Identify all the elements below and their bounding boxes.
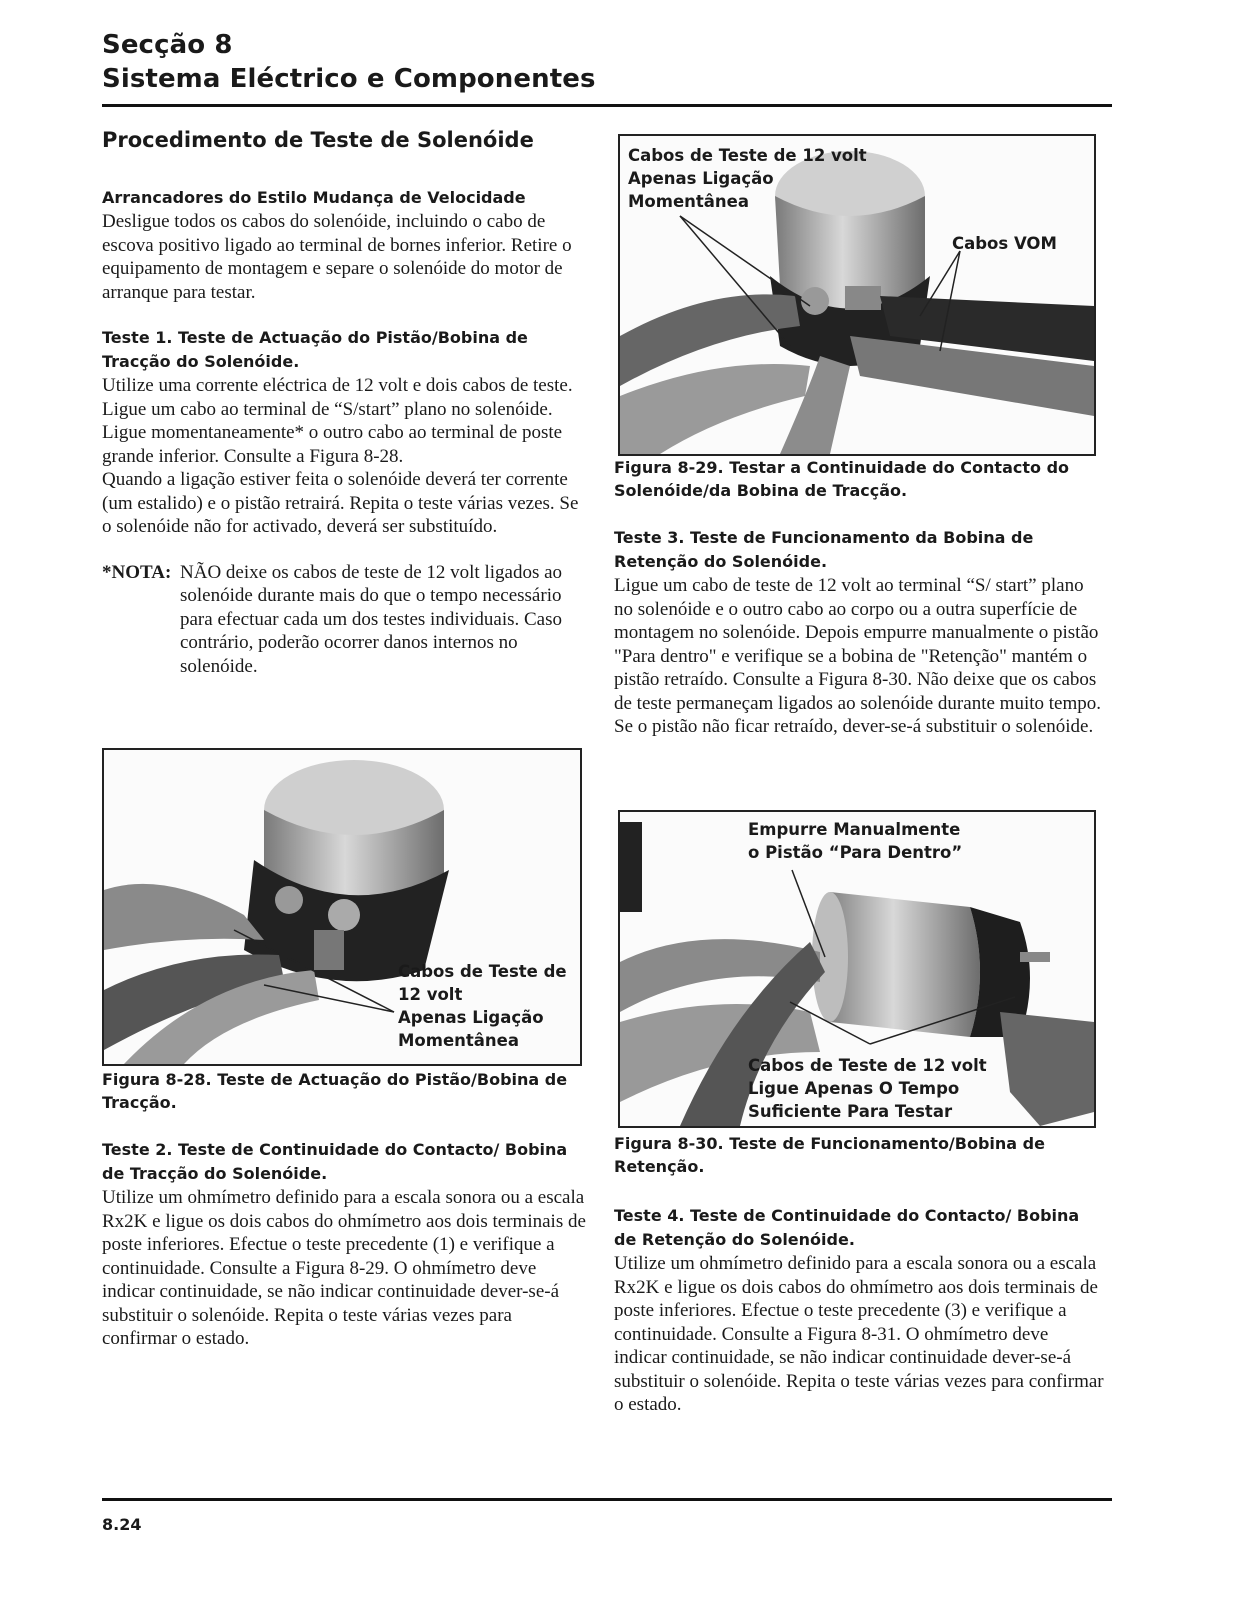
test1-paragraph-2: Quando a ligação estiver feita o solenóide deverá ter corrente (um estalido) e o pistão retrairá. Repita o teste várias vezes. Se o solenóide não for activado, deverá ser substituído. xyxy=(102,469,579,537)
section-number: Secção 8 xyxy=(102,30,233,60)
fig29-callout-test-leads: Cabos de Teste de 12 volt Apenas Ligação Momentânea xyxy=(628,146,867,211)
figure-8-30-caption: Figura 8-30. Teste de Funcionamento/Bobina de Retenção. xyxy=(614,1134,1045,1176)
test2-block xyxy=(102,1138,586,1351)
fig29-callout-vom-leads: Cabos VOM xyxy=(952,234,1057,253)
figure-8-29-photo xyxy=(618,134,1096,456)
test4-heading: Teste 4. Teste de Continuidade do Contacto/ Bobina de Retenção do Solenóide. xyxy=(614,1206,1080,1249)
test1-paragraph: Utilize uma corrente eléctrica de 12 volt e dois cabos de teste. Ligue um cabo ao terminal de “S/start” plano no solenóide. Ligue momentaneamente* o outro cabo ao terminal de poste grande inferior. Consulte a Figura 8-28. xyxy=(102,375,573,467)
fig30-callout-push-plunger: Empurre Manualmente o Pistão “Para Dentro” xyxy=(748,820,963,862)
figure-8-29-caption: Figura 8-29. Testar a Continuidade do Contacto do Solenóide/da Bobina de Tracção. xyxy=(614,458,1070,500)
test4-paragraph: Utilize um ohmímetro definido para a escala sonora ou a escala Rx2K e ligue os dois cabos do ohmímetro aos dois terminais de poste inferiores. Efectue o teste precedente (3) e verifique a continuidade. Consulte a Figura 8-31. O ohmímetro deve indicar continuidade, se não indicar continuidade dever-se-á substituir o solenóide. Repita o teste várias vezes para confirmar o estado. xyxy=(614,1253,1104,1415)
test2-paragraph: Utilize um ohmímetro definido para a escala sonora ou a escala Rx2K e ligue os dois cabos do ohmímetro aos dois terminais de poste inferiores. Efectue o teste precedente (1) e verifique a continuidade. Consulte a Figura 8-29. O ohmímetro deve indicar continuidade, se não indicar continuidade dever-se-á substituir o solenóide. Repita o teste várias vezes para confirmar o estado. xyxy=(102,1187,586,1349)
test2-heading: Teste 2. Teste de Continuidade do Contacto/ Bobina de Tracção do Solenóide. xyxy=(102,1140,568,1183)
intro-paragraph: Desligue todos os cabos do solenóide, incluindo o cabo de escova positivo ligado ao terminal de bornes inferior. Retire o equipamento de montagem e separe o solenóide do motor de arranque para testar. xyxy=(102,211,572,303)
figure-8-28-photo xyxy=(102,748,582,1066)
figure-8-28-caption: Figura 8-28. Teste de Actuação do Pistão/Bobina de Tracção. xyxy=(102,1070,568,1112)
test1-heading: Teste 1. Teste de Actuação do Pistão/Bobina de Tracção do Solenóide. xyxy=(102,328,528,371)
note-label: *NOTA: xyxy=(102,561,172,583)
left-column xyxy=(102,128,586,678)
header-rule xyxy=(102,104,1112,107)
page-number: 8.24 xyxy=(102,1515,142,1534)
test3-heading: Teste 3. Teste de Funcionamento da Bobina de Retenção do Solenóide. xyxy=(614,528,1034,571)
fig30-callout-test-leads: Cabos de Teste de 12 volt Ligue Apenas O Tempo Suficiente Para Testar xyxy=(748,1056,987,1121)
test3-paragraph: Ligue um cabo de teste de 12 volt ao terminal “S/ start” plano no solenóide e o outro cabo ao corpo ou a outra superfície de montagem no solenóide. Depois empurre manualmente o pistão "Para dentro" e verifique se a bobina de "Retenção" mantém o pistão retraído. Consulte a Figura 8-30. Não deixe que os cabos de teste permaneçam ligados ao solenóide durante muito tempo. Se o pistão não ficar retraído, dever-se-á substituir o solenóide. xyxy=(614,575,1101,737)
fig28-callout: Cabos de Teste de 12 volt Apenas Ligação Momentânea xyxy=(398,962,567,1050)
procedure-heading: Procedimento de Teste de Solenóide xyxy=(102,128,534,152)
test3-block xyxy=(614,526,1104,739)
section-title: Sistema Eléctrico e Componentes xyxy=(102,64,596,94)
starter-style-subheading: Arrancadores do Estilo Mudança de Velocidade xyxy=(102,188,526,207)
note-block xyxy=(102,561,586,679)
figure-8-30-photo xyxy=(618,810,1096,1128)
test4-block xyxy=(614,1204,1104,1417)
footer-rule xyxy=(102,1498,1112,1501)
note-text: NÃO deixe os cabos de teste de 12 volt ligados ao solenóide durante mais do que o tempo necessário para efectuar cada um dos testes individuais. Caso contrário, poderão ocorrer danos internos no solenóide. xyxy=(180,561,563,677)
